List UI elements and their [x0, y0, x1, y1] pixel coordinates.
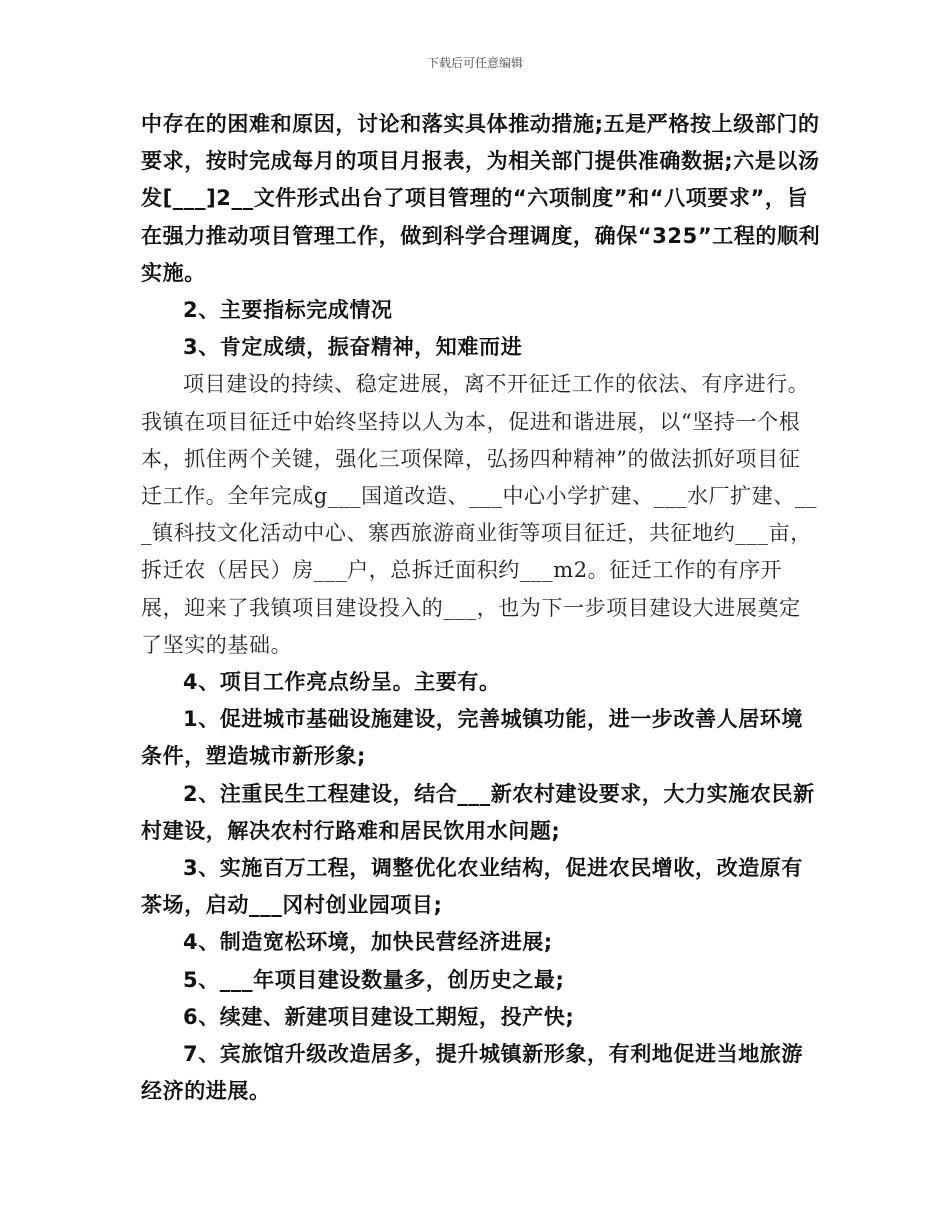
highlight-item-1: 1、促进城市基础设施建设，完善城镇功能，进一步改善人居环境条件，塑造城市新形象;: [141, 707, 804, 769]
highlight-item-4: 4、制造宽松环境，加快民营经济进展;: [183, 930, 553, 955]
heading-highlights: 4、项目工作亮点纷呈。主要有。: [183, 670, 501, 695]
highlight-item-3: 3、实施百万工程，调整优化农业结构，促进农民增收，改造原有茶场，启动___冈村创业园项目;: [141, 856, 804, 918]
paragraph-continuation: 中存在的困难和原因，讨论和落实具体推动措施;五是严格按上级部门的要求，按时完成每月的项目月报表，为相关部门提供准确数据;六是以汤发[___]2__文件形式出台了项目管理的“六项制度”和“八项要求”，旨在强力推动项目管理工作，做到科学合理调度，确保“325”工程的顺利实施。: [141, 112, 821, 285]
heading-affirm-achievements: 3、肯定成绩，振奋精神，知难而进: [183, 335, 523, 360]
document-body: [141, 106, 821, 1110]
highlight-item-7: 7、宾旅馆升级改造居多，提升城镇新形象，有利地促进当地旅游经济的进展。: [141, 1042, 804, 1104]
highlight-item-2: 2、注重民生工程建设，结合___新农村建设要求，大力实施农民新村建设，解决农村行路难和居民饮用水问题;: [141, 781, 815, 843]
heading-main-indicators: 2、主要指标完成情况: [183, 298, 393, 323]
page-header: 下载后可任意编辑: [426, 56, 523, 70]
paragraph-land-acquisition: 项目建设的持续、稳定进展，离不开征迁工作的依法、有序进行。我镇在项目征迁中始终坚持以人为本，促进和谐进展，以“坚持一个根本，抓住两个关键，强化三项保障，弘扬四种精神”的做法抓好项目征迁工作。全年完成g___国道改造、___中心小学扩建、___水厂扩建、___镇科技文化活动中心、寨西旅游商业街等项目征迁，共征地约___亩，拆迁农（居民）房___户，总拆迁面积约___m2。征迁工作的有序开展，迎来了我镇项目建设投入的___，也为下一步项目建设大进展奠定了坚实的基础。: [141, 372, 818, 657]
highlight-item-6: 6、续建、新建项目建设工期短，投产快;: [183, 1004, 575, 1029]
highlight-item-5: 5、___年项目建设数量多，创历史之最;: [183, 967, 565, 992]
